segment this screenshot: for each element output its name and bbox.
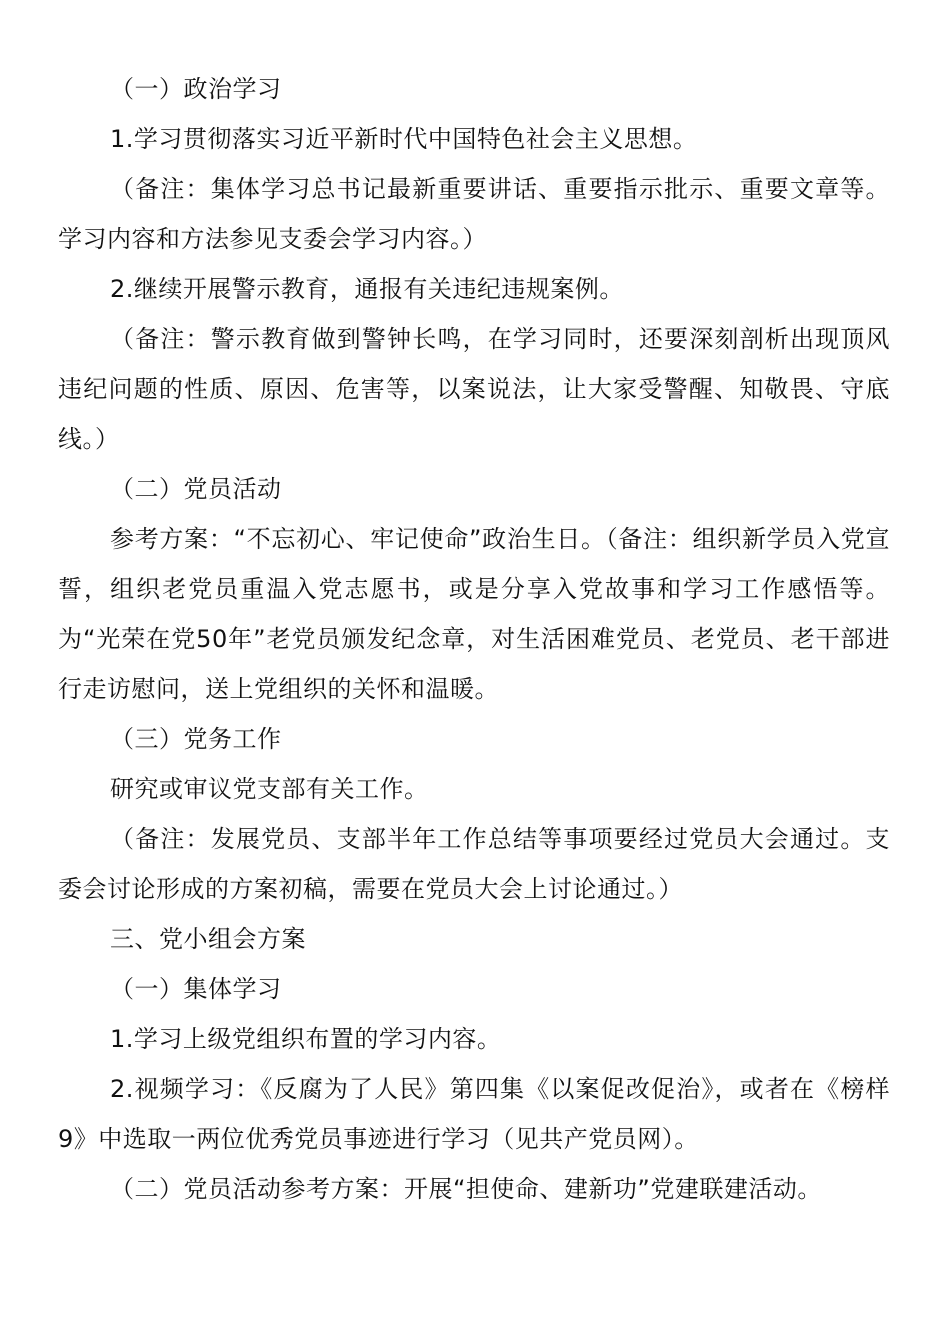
- heading-political-study: （一）政治学习: [110, 75, 282, 103]
- document-body: [58, 64, 890, 1214]
- heading-member-activity-plan: （二）党员活动参考方案：开展“担使命、建新功”党建联建活动。: [110, 1175, 822, 1203]
- note-warning-education: （备注：警示教育做到警钟长鸣，在学习同时，还要深刻剖析出现顶风违纪问题的性质、原因、危害等，以案说法，让大家受警醒、知敬畏、守底线。）: [58, 325, 890, 453]
- item-1-study-thought: 1.学习贯彻落实习近平新时代中国特色社会主义思想。: [110, 125, 698, 153]
- reference-plan-political-birthday: 参考方案：“不忘初心、牢记使命”政治生日。（备注：组织新学员入党宣誓，组织老党员重温入党志愿书，或是分享入党故事和学习工作感悟等。为“光荣在党50年”老党员颁发纪念章，对生活困难党员、老党员、老干部进行走访慰问，送上党组织的关怀和温暖。: [58, 525, 890, 703]
- note-member-congress: （备注：发展党员、支部半年工作总结等事项要经过党员大会通过。支委会讨论形成的方案初稿，需要在党员大会上讨论通过。）: [58, 825, 890, 903]
- item-2-warning-education: 2.继续开展警示教育，通报有关违纪违规案例。: [110, 275, 624, 303]
- heading-party-affairs: （三）党务工作: [110, 725, 282, 753]
- item-2-video-study: 2.视频学习：《反腐为了人民》第四集《以案促改促治》，或者在《榜样9》中选取一两位优秀党员事迹进行学习（见共产党员网）。: [58, 1075, 890, 1153]
- item-review-branch-work: 研究或审议党支部有关工作。: [110, 775, 429, 803]
- heading-member-activities: （二）党员活动: [110, 475, 282, 503]
- item-1-superior-content: 1.学习上级党组织布置的学习内容。: [110, 1025, 502, 1053]
- note-collective-study: （备注：集体学习总书记最新重要讲话、重要指示批示、重要文章等。学习内容和方法参见支委会学习内容。）: [58, 175, 890, 253]
- section-3-group-meeting-plan: 三、党小组会方案: [110, 925, 306, 953]
- heading-collective-study: （一）集体学习: [110, 975, 282, 1003]
